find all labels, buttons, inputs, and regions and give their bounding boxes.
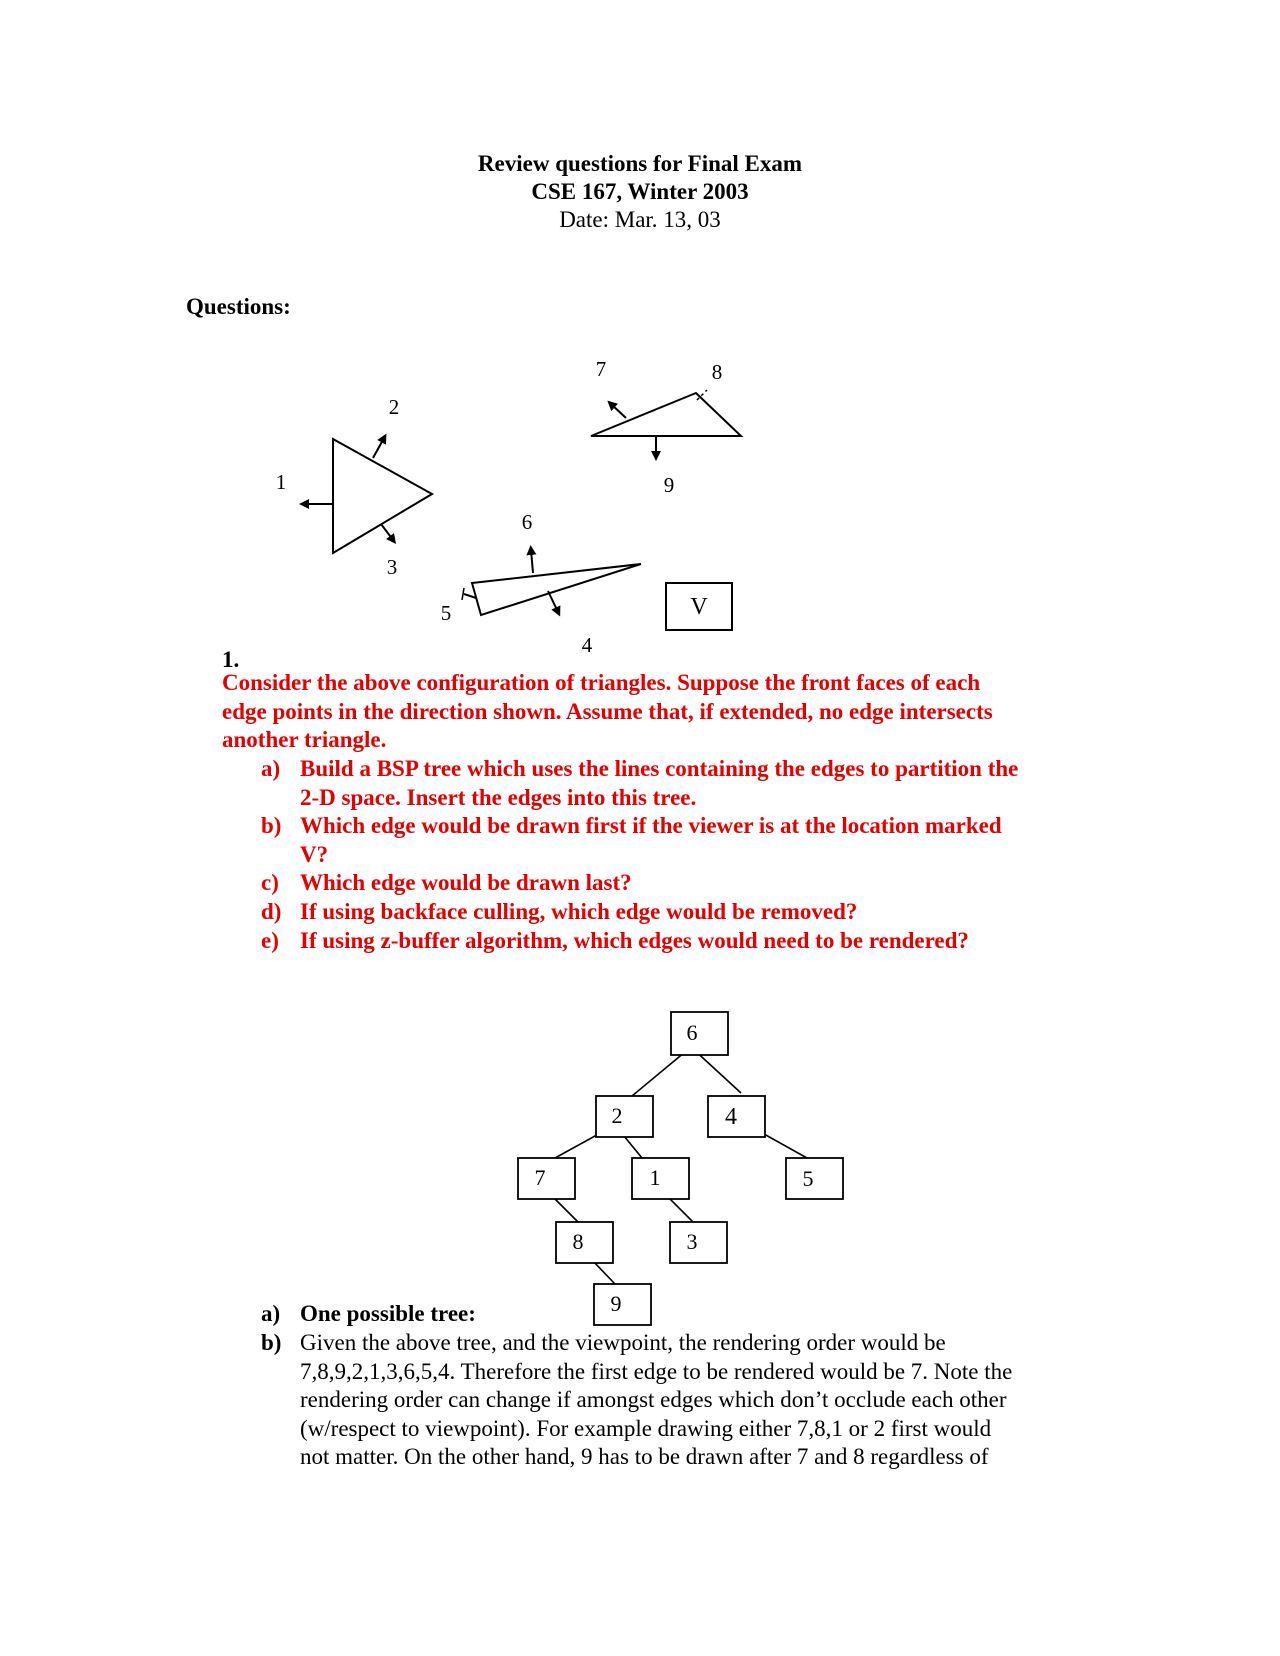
- question-intro-line: another triangle.: [222, 727, 387, 752]
- edge-label-8: 8: [711, 360, 723, 384]
- edge-label-4: 4: [581, 633, 593, 657]
- edge-label-2: 2: [388, 395, 400, 419]
- tree-node-5: 5: [802, 1166, 814, 1191]
- edge-label-3: 3: [386, 555, 398, 579]
- viewer-label: V: [690, 594, 708, 620]
- answer-marker: b): [261, 1330, 282, 1355]
- edge-label-5: 5: [440, 601, 452, 625]
- tree-node-7: 7: [534, 1165, 546, 1190]
- answer-line: rendering order can change if amongst edges which don’t occlude each other: [300, 1387, 1007, 1412]
- question-intro-line: edge points in the direction shown. Assume that, if extended, no edge intersects: [222, 698, 993, 724]
- edge-label-7: 7: [595, 357, 607, 381]
- tree-node-6: 6: [686, 1020, 698, 1045]
- part-marker: b): [261, 813, 282, 838]
- tree-node-3: 3: [686, 1229, 698, 1254]
- part-line: Build a BSP tree which uses the lines containing the edges to partition the: [300, 756, 1019, 781]
- part-line: Which edge would be drawn last?: [300, 870, 632, 895]
- tree-node-2: 2: [611, 1103, 623, 1128]
- document-title: Review questions for Final Exam: [477, 151, 803, 176]
- tree-node-1: 1: [649, 1165, 661, 1190]
- document-date: Date: Mar. 13, 03: [559, 207, 721, 232]
- answer-line: Given the above tree, and the viewpoint, the rendering order would be: [300, 1330, 946, 1355]
- part-marker: e): [261, 928, 279, 953]
- questions-heading: Questions:: [186, 294, 291, 319]
- answer-line: (w/respect to viewpoint). For example drawing either 7,8,1 or 2 first would: [300, 1415, 992, 1441]
- tree-edge: [555, 1199, 578, 1222]
- edge-label-6: 6: [521, 510, 533, 534]
- part-line: 2-D space. Insert the edges into this tree.: [300, 784, 697, 810]
- part-marker: c): [261, 870, 279, 895]
- part-marker: a): [261, 756, 281, 781]
- part-line: Which edge would be drawn first if the viewer is at the location marked: [300, 813, 1002, 838]
- answer-line: 7,8,9,2,1,3,6,5,4. Therefore the first edge to be rendered would be 7. Note the: [300, 1358, 1013, 1384]
- course-name: CSE 167, Winter 2003: [531, 179, 749, 204]
- tree-node-9: 9: [610, 1291, 622, 1316]
- question-number: 1.: [222, 647, 240, 672]
- edge-label-1: 1: [275, 470, 287, 494]
- tree-edge: [764, 1134, 807, 1158]
- answer-marker: a): [261, 1301, 281, 1326]
- edge-label-9: 9: [663, 473, 675, 497]
- answer-line: not matter. On the other hand, 9 has to be drawn after 7 and 8 regardless of: [300, 1444, 989, 1469]
- part-line: If using z-buffer algorithm, which edges would need to be rendered?: [300, 928, 969, 953]
- tree-node-4: 4: [725, 1104, 737, 1130]
- part-line: V?: [300, 841, 329, 867]
- answer-a-text: One possible tree:: [300, 1301, 476, 1326]
- tree-node-8: 8: [572, 1229, 584, 1254]
- part-marker: d): [261, 899, 282, 924]
- part-line: If using backface culling, which edge would be removed?: [300, 899, 858, 924]
- question-intro-line: Consider the above configuration of triangles. Suppose the front faces of each: [222, 670, 981, 695]
- tree-edge: [670, 1199, 693, 1222]
